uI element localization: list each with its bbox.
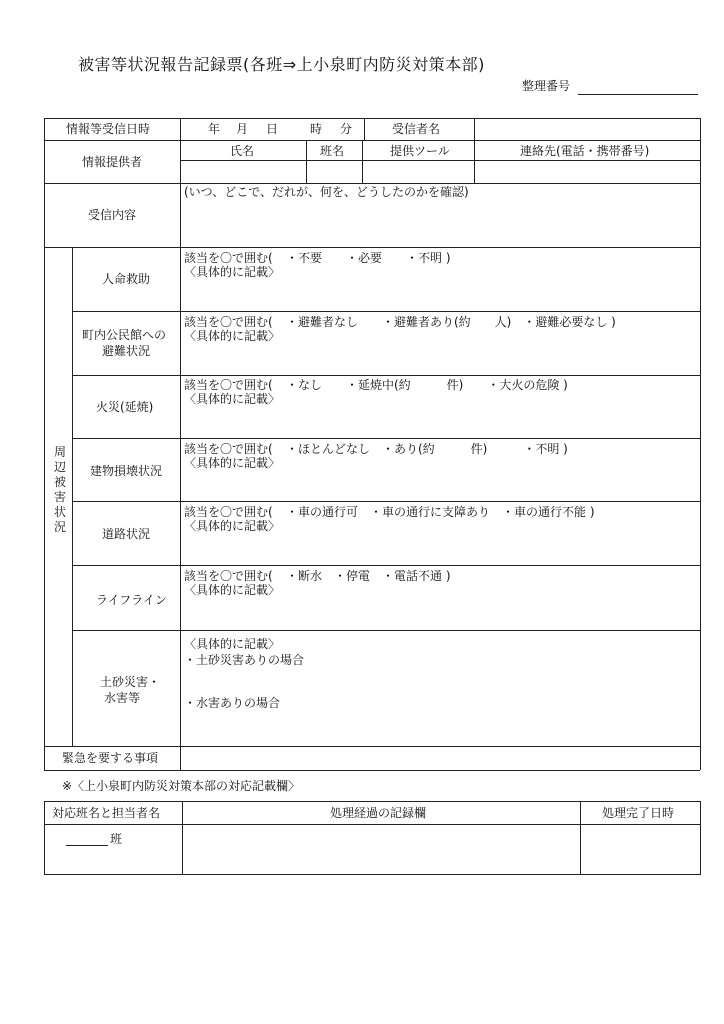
evacuation-detail-label: 〈具体的に記載〉: [184, 329, 281, 343]
team-label: 対応班名と担当者名: [52, 806, 161, 820]
minute-label: 分: [340, 122, 353, 136]
landslide-label-line2: 水害等: [104, 691, 141, 705]
receiver-label: 受信者名: [392, 122, 441, 136]
content-label: 受信内容: [88, 208, 137, 222]
hour-label: 時: [310, 122, 323, 136]
evacuation-label-line1: 町内公民館への: [82, 328, 167, 342]
building-circle-prefix: 該当を〇で囲む(: [184, 442, 273, 456]
provider-label: 情報提供者: [82, 155, 143, 169]
landslide-item: ・土砂災害ありの場合: [184, 653, 305, 667]
provider-group-field[interactable]: [308, 163, 360, 181]
lifeline-label: ライフライン: [96, 593, 167, 607]
rescue-label: 人命救助: [102, 272, 151, 286]
tool-label: 提供ツール: [390, 144, 450, 158]
evacuation-options: ・避難者なし ・避難者あり(約 人) ・避難必要なし ): [286, 315, 616, 329]
fire-options: ・なし ・延焼中(約 件) ・大火の危険 ): [286, 378, 568, 392]
record-label: 処理経過の記録欄: [330, 806, 427, 820]
hq-note: ※〈上小泉町内防災対策本部の対応記載欄〉: [62, 779, 301, 793]
done-label: 処理完了日時: [602, 806, 675, 820]
year-label: 年: [208, 122, 221, 136]
rescue-options: ・不要 ・必要 ・不明 ): [286, 251, 451, 265]
name-label: 氏名: [230, 144, 255, 158]
landslide-detail-label: 〈具体的に記載〉: [184, 637, 281, 651]
urgent-label: 緊急を要する事項: [62, 751, 159, 765]
rescue-detail-label: 〈具体的に記載〉: [184, 265, 281, 279]
road-circle-prefix: 該当を〇で囲む(: [184, 505, 273, 519]
building-options: ・ほとんどなし ・あり(約 件) ・不明 ): [286, 442, 568, 456]
contact-label: 連絡先(電話・携帯番号): [520, 144, 650, 158]
lifeline-circle-prefix: 該当を〇で囲む(: [184, 569, 273, 583]
day-label: 日: [266, 122, 279, 136]
building-label: 建物損壊状況: [90, 464, 163, 478]
content-hint: (いつ、どこで、だれが、何を、どうしたのかを確認): [184, 185, 469, 199]
done-field[interactable]: [584, 828, 696, 870]
road-detail-label: 〈具体的に記載〉: [184, 519, 281, 533]
fire-detail-label: 〈具体的に記載〉: [184, 392, 281, 406]
fire-label: 火災(延焼): [96, 400, 154, 414]
evacuation-label-line2: 避難状況: [102, 344, 151, 358]
evacuation-circle-prefix: 該当を〇で囲む(: [184, 315, 273, 329]
received-datetime-label: 情報等受信日時: [66, 122, 151, 136]
month-label: 月: [236, 122, 249, 136]
record-field[interactable]: [186, 828, 576, 870]
team-name-field[interactable]: [66, 845, 108, 846]
group-label: 班名: [320, 144, 345, 158]
fire-circle-prefix: 該当を〇で囲む(: [184, 378, 273, 392]
page-title: 被害等状況報告記録票(各班⇒上小泉町内防災対策本部): [78, 55, 485, 74]
urgent-field[interactable]: [184, 750, 696, 766]
flood-item: ・水害ありの場合: [184, 696, 281, 710]
serial-number-field[interactable]: [578, 94, 698, 95]
building-detail-label: 〈具体的に記載〉: [184, 456, 281, 470]
lifeline-detail-label: 〈具体的に記載〉: [184, 583, 281, 597]
surroundings-label: 周 辺 被 害 状 況: [53, 445, 66, 534]
provider-contact-field[interactable]: [476, 163, 698, 181]
road-label: 道路状況: [102, 527, 151, 541]
rescue-circle-prefix: 該当を〇で囲む(: [184, 251, 273, 265]
provider-tool-field[interactable]: [364, 163, 472, 181]
provider-name-field[interactable]: [182, 163, 304, 181]
serial-number-label: 整理番号: [522, 79, 571, 93]
landslide-label-line1: 土砂災害・: [100, 675, 161, 689]
lifeline-options: ・断水 ・停電 ・電話不通 ): [286, 569, 451, 583]
receiver-field[interactable]: [480, 122, 694, 136]
road-options: ・車の通行可 ・車の通行に支障あり ・車の通行不能 ): [286, 505, 595, 519]
team-suffix: 班: [110, 832, 123, 846]
